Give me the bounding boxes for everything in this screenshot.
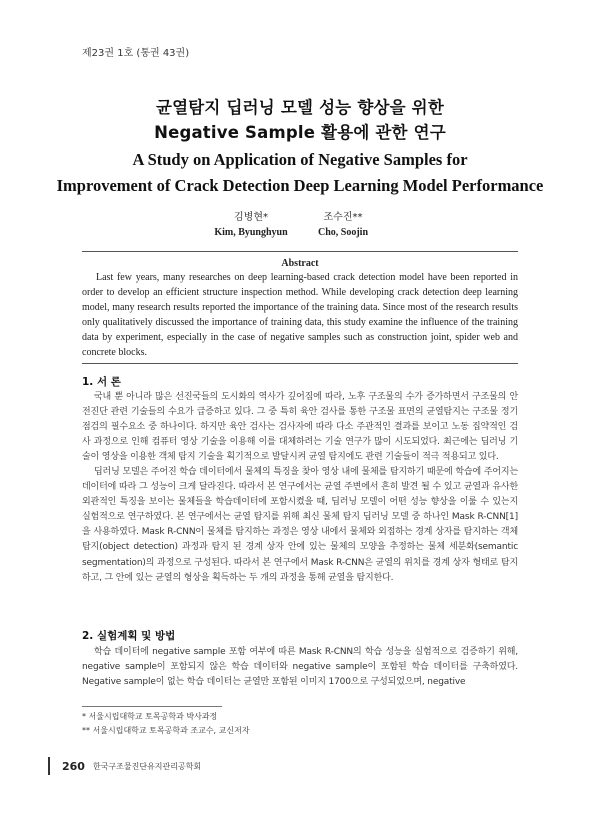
author-1: [206, 210, 296, 240]
footnote-2: ** 서울시립대학교 토목공학과 조교수, 교신저자: [82, 726, 250, 735]
section-1-body: [82, 390, 518, 586]
abstract-bottom-rule: [82, 363, 518, 364]
section-2-paragraph-1: 학습 데이터에 negative sample 포함 여부에 따른 Mask R-CNN의 학습 성능을 실험적으로 검증하기 위해, negative sample이 포함되지 않은 학습 데이터와 negative sample이 포함된 학습 데이터를 구축하였다. Negative sample이 없는 학습 데이터는 균열만 포함된 이미지 1700으로 구성되었으며, negative: [82, 647, 518, 688]
author-1-korean-name: 김병현*: [234, 212, 268, 223]
korean-title-line-1: 균열탐지 딥러닝 모델 성능 향상을 위한: [156, 98, 444, 117]
author-2-korean-name: 조수진**: [323, 212, 363, 223]
footnote-1: * 서울시립대학교 토목공학과 박사과정: [82, 712, 218, 721]
english-title-line-2: Improvement of Crack Detection Deep Learning Model Performance: [56, 176, 544, 195]
section-1-title: 1. 서 론: [82, 376, 121, 388]
section-2-body: [82, 645, 518, 690]
issue-header: 제23권 1호 (통권 43권): [82, 48, 190, 59]
english-title-line-1: A Study on Application of Negative Samples for: [132, 150, 468, 169]
footnote-rule: [82, 706, 222, 707]
journal-name: 한국구조물진단유지관리공학회: [92, 761, 202, 771]
author-2: [300, 210, 386, 240]
abstract-text: Last few years, many researches on deep learning-based crack detection model have been reported in order to develop an efficient structure inspection method. While developing crack detection deep learning model, many research results reported the importance of the training data. Since most of the research results only qualitatively discussed the importance of training data, this study examine the influence of the training data by experiment, especially in the case of negative samples such as construction joint, spider web and concrete blocks.: [82, 272, 518, 359]
author-2-english-name: Cho, Soojin: [317, 227, 368, 238]
section-1-paragraph-1: 국내 뿐 아니라 많은 선진국들의 도시화의 역사가 깊어짐에 따라, 노후 구조물의 수가 증가하면서 구조물의 안전진단 관련 기술들의 수요가 급증하고 있다. 그 중 특히 육안 검사를 통한 구조물 표면의 균열탐지는 구조물 정기 점검의 필수요소 중 하나이다. 하지만 육안 검사는 검사자에 따라 다소 주관적인 결과를 보이고 노동 집약적인 검사 과정으로 인해 컴퓨터 영상 기술을 이용해 이를 대체하려는 기술 연구가 많이 시도되었다. 최근에는 딥러닝 기술이 영상을 이용한 객체 탐지 기술을 획기적으로 발달시켜 균열 탐지에도 관련 기술들이 적극 적용되고 있다.: [82, 392, 518, 463]
korean-title-line-2: Negative Sample 활용에 관한 연구: [154, 123, 446, 142]
page-footer: [48, 757, 201, 775]
abstract-heading: Abstract: [281, 258, 319, 269]
page-number: 260: [62, 759, 85, 773]
abstract-top-rule: [82, 251, 518, 252]
footnotes: [82, 710, 250, 738]
section-2-title: 2. 실험계획 및 방법: [82, 630, 176, 642]
section-1-paragraph-2: 딥러닝 모델은 주어진 학습 데이터에서 물체의 특징을 찾아 영상 내에 물체를 탐지하기 때문에 학습에 주어지는 데이터에 따라 그 성능이 크게 달라진다. 따라서 본 연구에서는 균열 주변에서 흔히 발견 될 수 있고 균열과 유사한 외관적인 특징을 보이는 물체들을 학습데이터에 포함시켰을 때, 딥러닝 모델이 어떤 성능 향상을 이룰 수 있는지 실험적으로 연구하였다. 본 연구에서는 균열 탐지를 위해 최신 물체 탐지 딥러닝 모델 중 하나인 Mask R-CNN[1]을 사용하였다. Mask R-CNN이 물체를 탐지하는 과정은 영상 내에서 물체와 외접하는 경계 상자를 탐지하는 객체 탐지(object detection) 과정과 탐지 된 경계 상자 안에 있는 물체의 모양을 추정하는 물체 세분화(semantic segmentation)의 과정으로 구성된다. 따라서 본 연구에서 Mask R-CNN은 균열의 위치를 경계 상자 형태로 탐지하고, 그 안에 있는 균열의 형상을 획득하는 두 개의 과정을 통해 균열을 탐지한다.: [82, 467, 518, 583]
footer-bar: [48, 757, 50, 775]
author-1-english-name: Kim, Byunghyun: [214, 227, 288, 238]
